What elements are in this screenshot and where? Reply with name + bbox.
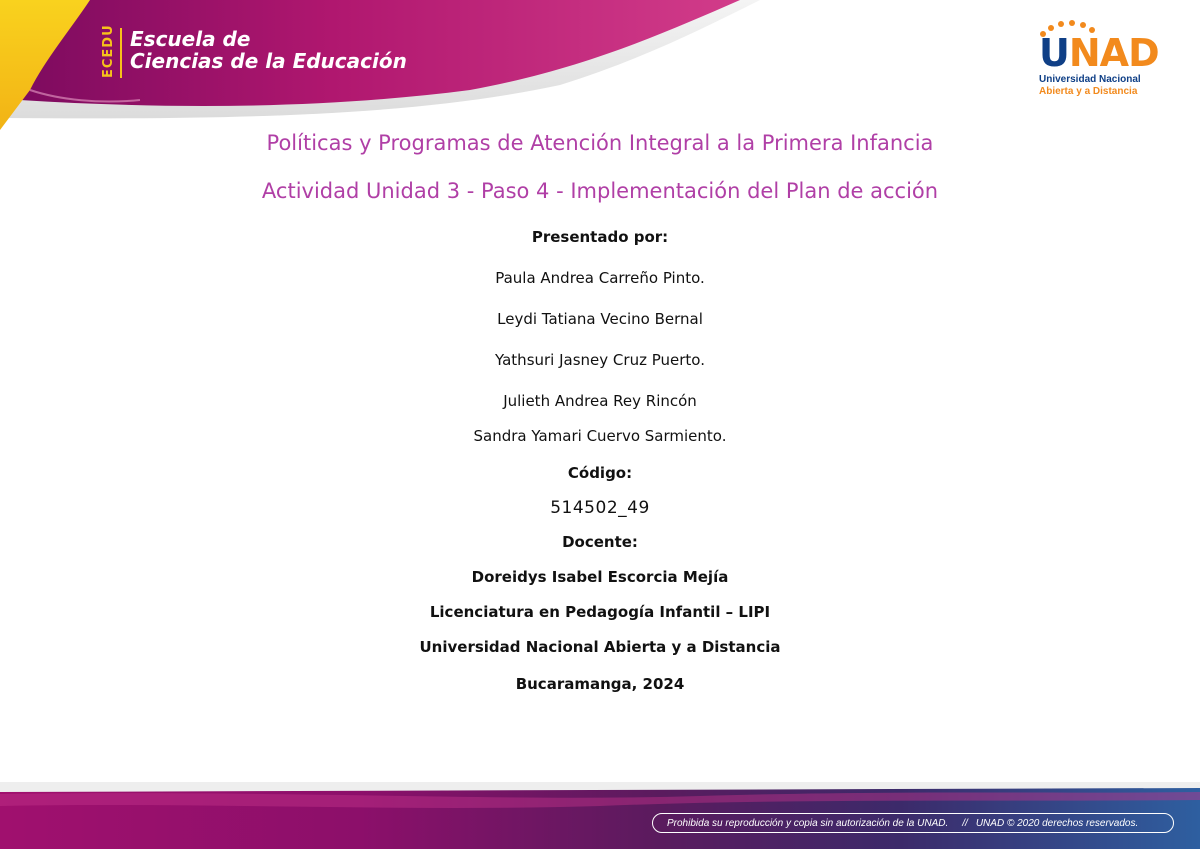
code-label: Código:: [567, 464, 633, 482]
logo-letter-u: U: [1039, 31, 1069, 75]
logo-wordmark: [1039, 32, 1159, 74]
presented-by-label: Presentado por:: [531, 228, 669, 246]
footer-rights: UNAD © 2020 derechos reservados.: [975, 817, 1139, 829]
university-name: Universidad Nacional Abierta y a Distancia: [419, 638, 781, 656]
author-5: Sandra Yamari Cuervo Sarmiento.: [473, 427, 727, 445]
author-3: Yathsuri Jasney Cruz Puerto.: [495, 351, 705, 369]
school-tag: ECEDU: [102, 28, 122, 78]
city-year: Bucaramanga, 2024: [515, 675, 685, 693]
author-2: Leydi Tatiana Vecino Bernal: [497, 310, 703, 328]
teacher-label: Docente:: [562, 533, 638, 551]
course-title: Políticas y Programas de Atención Integral a la Primera Infancia: [266, 131, 934, 155]
code-value: 514502_49: [550, 498, 650, 518]
school-branding: [101, 24, 407, 78]
activity-title: Actividad Unidad 3 - Paso 4 - Implementación del Plan de acción: [261, 179, 939, 203]
footer-notice-pill: [652, 813, 1174, 833]
author-1: Paula Andrea Carreño Pinto.: [495, 269, 705, 287]
logo-letters-nad: NAD: [1068, 31, 1159, 75]
footer-notice: Prohibida su reproducción y copia sin autorización de la UNAD.: [667, 817, 949, 829]
cover-page-content: [0, 124, 1200, 694]
footer-divider: //: [962, 817, 968, 829]
teacher-name: Doreidys Isabel Escorcia Mejía: [471, 568, 729, 586]
unad-logo: [1035, 20, 1165, 95]
program-name: Licenciatura en Pedagogía Infantil – LIPI: [429, 603, 771, 621]
school-name-line1: Escuela de: [130, 27, 251, 51]
school-name-line2: Ciencias de la Educación: [130, 49, 407, 73]
logo-subtitle-1: Universidad Nacional: [1039, 74, 1141, 85]
logo-subtitle-2: Abierta y a Distancia: [1039, 86, 1138, 97]
author-4: Julieth Andrea Rey Rincón: [503, 392, 697, 410]
